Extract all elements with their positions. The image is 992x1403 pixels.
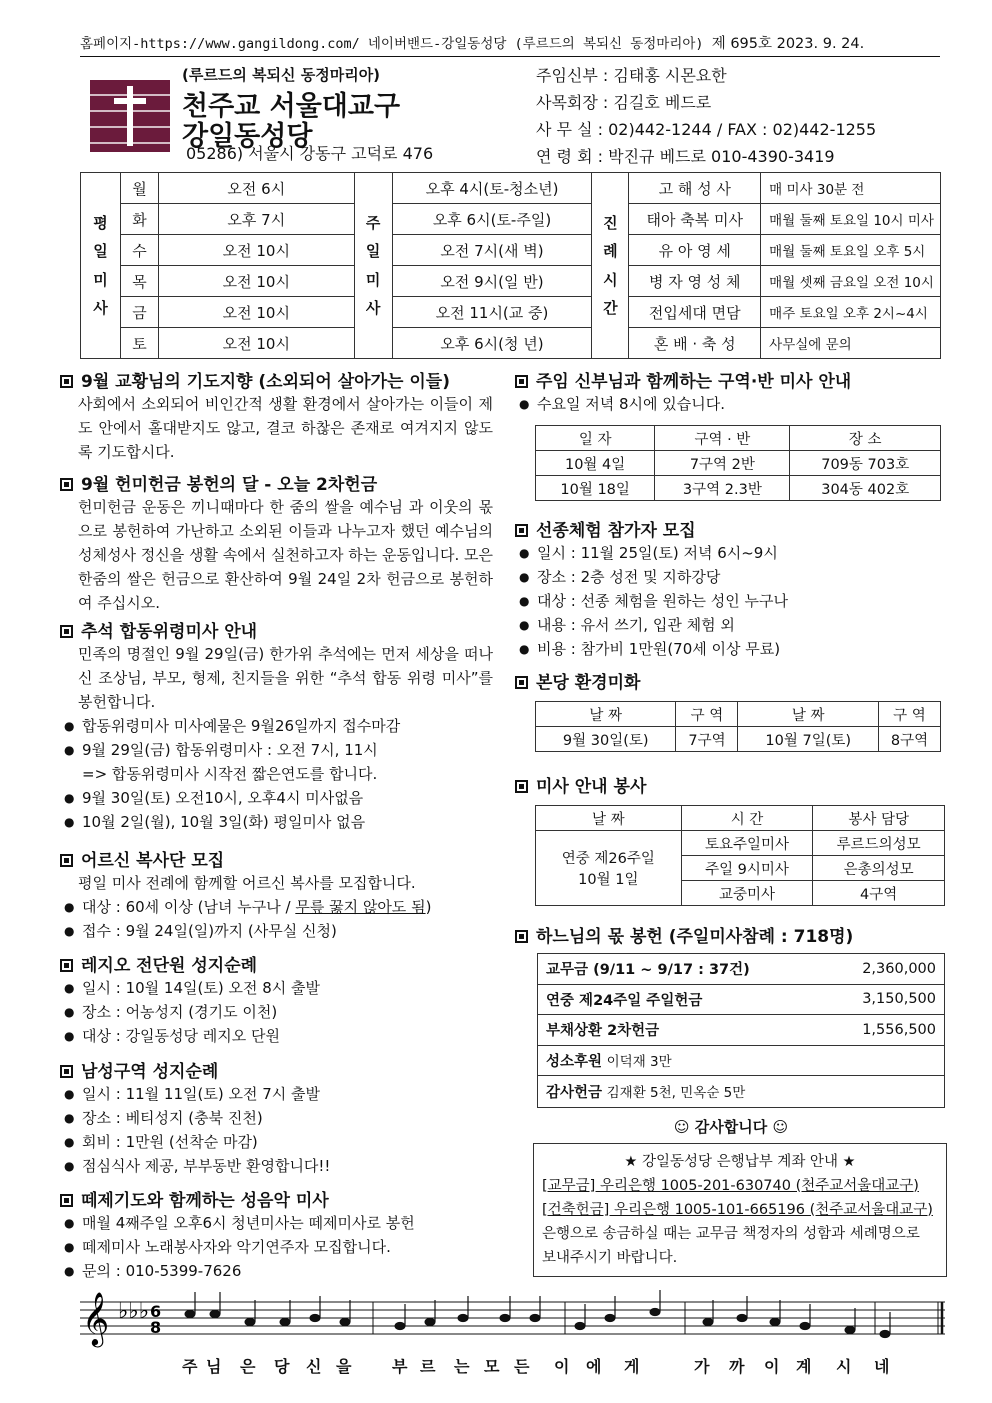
section-death-experience: 선종체험 참가자 모집 ● 일시 : 11월 25일(토) 저녁 6시~9시 ● 장소 : 2층 성전 및 지하강당 ● 대상 : 선종 체험을 원하는 성인 누구나 ● 내용 : 유서 쓰기, 입관 체험 외 ● 비용 : 참가비 1만원(70세 이상 무료) [515, 516, 947, 661]
band-text: 네이버밴드-강일동성당 (루르드의 복되신 동정마리아) [367, 36, 704, 52]
bank-account-2: [건축헌금] 우리은행 1005-101-665196 (천주교서울대교구) [542, 1201, 933, 1218]
offering-row: 교무금 (9/11 ~ 9/17 : 37건) 2,360,000 [538, 954, 944, 985]
homepage-text[interactable]: 홈페이지-https://www.gangildong.com/ [80, 36, 360, 52]
offering-row: 연중 제24주일 주일헌금 3,150,500 [538, 985, 944, 1016]
mass-service-table: 날 짜 시 간 봉사 담당 연중 제26주일 10월 1일 토요주일미사 루르드의성모 주일 9시미사 은총의성모 교중미사 4구역 [535, 805, 945, 906]
lyric-syllable: 는 [454, 1357, 470, 1376]
lyric-syllable: 든 [514, 1357, 530, 1376]
lyric-syllable: 게 [624, 1357, 640, 1376]
staff-row: 사목회장 : 김길호 베드로 [536, 93, 712, 112]
lyric-syllable: 에 [586, 1357, 602, 1376]
note-head [280, 1318, 290, 1325]
flat-icon: ♭♭♭ [118, 1299, 150, 1324]
weekday-label: 평 일 미 사 [81, 173, 121, 359]
note-head [703, 1318, 713, 1325]
lyric-syllable: 네 [874, 1357, 890, 1376]
svg-text:6: 6 [150, 1302, 162, 1321]
music-score [80, 1290, 945, 1390]
staff-row: 주임신부 : 김태홍 시몬요한 [536, 66, 727, 85]
note-head [737, 1314, 747, 1321]
section-district-mass: 주임 신부님과 함께하는 구역·반 미사 안내 ● 수요일 저녁 8시에 있습니다. 일 자 구역 · 반 장 소 10월 4일 7구역 2반 709동 703호 10월 18일 3구역 2.3반 304동 402호 [515, 367, 947, 501]
church-diocese: 천주교 서울대교구 [182, 91, 401, 122]
lyric-syllable: 부 [392, 1357, 408, 1376]
offering-row: 부채상환 2차헌금 1,556,500 [538, 1015, 944, 1046]
bank-info-box: ★ 강일동성당 은행납부 계좌 안내 ★ [교무금] 우리은행 1005-201-630740 (천주교서울대교구) [건축헌금] 우리은행 1005-101-665196 (천주교서울대교구) 은행으로 송금하실 때는 교무금 책정자의 성함과 세례명으로 보내주시기 바랍니다. [533, 1143, 947, 1277]
issue-number: 제 695호 2023. 9. 24. [711, 36, 865, 52]
church-name: 강일동성당 [182, 121, 313, 152]
note-head [530, 1314, 540, 1321]
svg-text:8: 8 [150, 1318, 162, 1337]
church-address: 05286) 서울시 강동구 고덕로 476 [186, 144, 434, 163]
lyric-syllable: 님 [206, 1357, 222, 1376]
sacrament-label: 진 례 시 간 [592, 173, 629, 359]
section-mass-service: 미사 안내 봉사 날 짜 시 간 봉사 담당 연중 제26주일 10월 1일 토요주일미사 루르드의성모 주일 9시미사 은총의성모 교중미사 4구역 [515, 772, 947, 906]
bank-account-1: [교무금] 우리은행 1005-201-630740 (천주교서울대교구) [542, 1177, 919, 1194]
lyric-syllable: 까 [729, 1357, 745, 1376]
note-head [770, 1318, 780, 1325]
offering-row: 감사헌금 김재환 5천, 민옥순 5만 [546, 1084, 746, 1102]
mass-schedule-table: 평 일 미 사 월 오전 6시 주 일 미 사 오후 4시(토-청소년) 진 례 시 간 고 해 성 사 매 미사 30분 전 화 오후 7시 오후 6시(토-주일) 태아 축복 미사 매월 둘째 토요일 10시 미사 수 오전 10시 오전 7시(새 벽) 유 아 영 세 매월 둘째 토요일 오후 5시 목 오전 10시 오전 9시(일 반) 병 자 영 성 체 매월 셋째 금요일 오전 10시 금 오전 10시 오전 11시(교 중) 전입세대 면담 매주 토요일 오후 2시~4시 토 오전 10시 오후 6시(청 년) 혼 배 · 축 성 사무실에 문의 [80, 172, 941, 359]
note-head [605, 1314, 615, 1321]
treble-clef-icon: 𝄞 [82, 1291, 110, 1345]
church-logo-icon [90, 80, 170, 152]
note-head [245, 1318, 255, 1325]
header-line [80, 32, 940, 57]
offering-table [537, 953, 945, 1108]
lyric-syllable: 신 [306, 1357, 322, 1376]
section-men-pilgrimage: 남성구역 성지순례 ● 일시 : 11월 11일(토) 오전 7시 출발 ● 장소 : 베티성지 (충북 진천) ● 회비 : 1만원 (선착순 마감) ● 점심식사 제공, 부부동반 환영합니다!! [60, 1057, 493, 1178]
lyric-syllable: 가 [694, 1357, 710, 1376]
table-row: 10월 4일 7구역 2반 709동 703호 [536, 451, 941, 476]
thanks-text: ☺ 감사합니다 ☺ [673, 1117, 789, 1136]
section-chuseok-mass: 추석 합동위령미사 안내 민족의 명절인 9월 29일(금) 한가위 추석에는 먼저 세상을 떠나신 조상님, 부모, 형제, 친지들을 위한 “추석 합동 위령 미사”를 봉헌합니다. ● 합동위령미사 미사예물은 9월26일까지 접수마감 ● 9월 29일(금) 합동위령미사 : 오전 7시, 11시 => 합동위령미사 시작전 짧은연도를 합니다. ● 9월 30일(토) 오전10시, 오후4시 미사없음 ● 10월 2일(월), 10월 3일(화) 평일미사 없음 [60, 617, 493, 834]
section-taize-mass: 떼제기도와 함께하는 성음악 미사 ● 매월 4째주일 오후6시 청년미사는 떼제미사로 봉헌 ● 떼제미사 노래봉사자와 악기연주자 모집합니다. ● 문의 : 010-5399-7626 [60, 1186, 493, 1283]
note-head [210, 1310, 220, 1317]
staff-row: 사 무 실 : 02)442-1244 / FAX : 02)442-1255 [536, 120, 877, 139]
note-head [458, 1314, 468, 1321]
lyric-syllable: 계 [796, 1357, 812, 1376]
note-head [500, 1314, 510, 1321]
note-head [310, 1314, 320, 1321]
church-patron: (루르드의 복되신 동정마리아) [182, 66, 381, 84]
section-pope-intention: 9월 교황님의 기도지향 (소외되어 살아가는 이들) 사회에서 소외되어 비인간적 생활 환경에서 살아가는 이들이 제도 안에서 홀대받지도 않고, 결코 하찮은 존재로 여겨지지 않도록 기도합시다. [60, 367, 493, 464]
staff-info [536, 62, 936, 170]
lyric-syllable: 은 [240, 1357, 256, 1376]
note-head [880, 1330, 890, 1337]
note-head [800, 1322, 810, 1329]
cleaning-table: 날 짜 구 역 날 짜 구 역 9월 30일(토) 7구역 10월 7일(토) 8구역 [535, 701, 941, 752]
lyric-syllable: 을 [336, 1357, 352, 1376]
lyric-syllable: 시 [836, 1357, 852, 1376]
staff-row: 연 령 회 : 박진규 베드로 010-4390-3419 [536, 147, 835, 166]
section-rice-offering: 9월 헌미헌금 봉헌의 달 - 오늘 2차헌금 헌미헌금 운동은 끼니때마다 한 줌의 쌀을 예수님 과 이웃의 몫으로 봉헌하여 가난하고 소외된 이들과 나누고자 했던 예수님의 성체성사 정신을 생활 속에서 실천하고자 하는 운동입니다. 모은 한줌의 쌀은 헌금으로 환산하여 9월 24일 2차 헌금으로 봉헌하여 주십시오. [60, 470, 493, 615]
note-head [185, 1310, 195, 1317]
section-offerings: 하느님의 몫 봉헌 (주일미사참례 : 718명) 교무금 (9/11 ~ 9/17 : 37건) 2,360,000 연중 제24주일 주일헌금 3,150,500 부채상환 2차헌금 1,556,500 성소후원 이덕재 3만 감사헌금 김재환 5천, 민옥순 5만 ☺ 감사합니다 ☺ ★ 강일동성당 은행납부 계좌 안내 ★ [교무금] 우리은행 1005-201-630740 (천주교서울대교구) [건축헌금] 우리은행 1005-101-665196 (천주교서울대교구) 은행으로 송금하실 때는 교무금 책정자의 성함과 세례명으로 보내주시기 바랍니다. [515, 922, 947, 1277]
note-head [425, 1318, 435, 1325]
note-head [575, 1322, 585, 1329]
section-legio-pilgrimage: 레지오 전단원 성지순례 ● 일시 : 10월 14일(토) 오전 8시 출발 ● 장소 : 어농성지 (경기도 이천) ● 대상 : 강일동성당 레지오 단원 [60, 951, 493, 1048]
lyric-syllable: 이 [764, 1357, 780, 1376]
table-row: 9월 30일(토) 7구역 10월 7일(토) 8구역 [536, 727, 941, 752]
offering-row: 성소후원 이덕재 3만 [538, 1046, 944, 1077]
section-cleaning: 본당 환경미화 날 짜 구 역 날 짜 구 역 9월 30일(토) 7구역 10월 7일(토) 8구역 [515, 668, 947, 752]
sunday-label: 주 일 미 사 [354, 173, 392, 359]
lyric-syllable: 르 [420, 1357, 436, 1376]
lyric-syllable: 모 [484, 1357, 500, 1376]
notes [185, 1290, 890, 1338]
lyric-syllable: 주 [182, 1357, 198, 1376]
note-head [340, 1318, 350, 1325]
note-head [650, 1308, 660, 1315]
lyric-syllable: 당 [274, 1357, 290, 1376]
lyric-syllable: 이 [554, 1357, 570, 1376]
district-mass-table: 일 자 구역 · 반 장 소 10월 4일 7구역 2반 709동 703호 10월 18일 3구역 2.3반 304동 402호 [535, 425, 941, 501]
table-row: 10월 18일 3구역 2.3반 304동 402호 [536, 476, 941, 501]
section-altar-server: 어르신 복사단 모집 평일 미사 전례에 함께할 어르신 복사를 모집합니다. ● 대상 : 60세 이상 (남녀 누구나 / 무릎 꿇지 않아도 됨) ● 접수 : 9월 24일(일)까지 (사무실 신청) [60, 846, 493, 943]
note-head [845, 1326, 855, 1333]
note-head [395, 1322, 405, 1329]
